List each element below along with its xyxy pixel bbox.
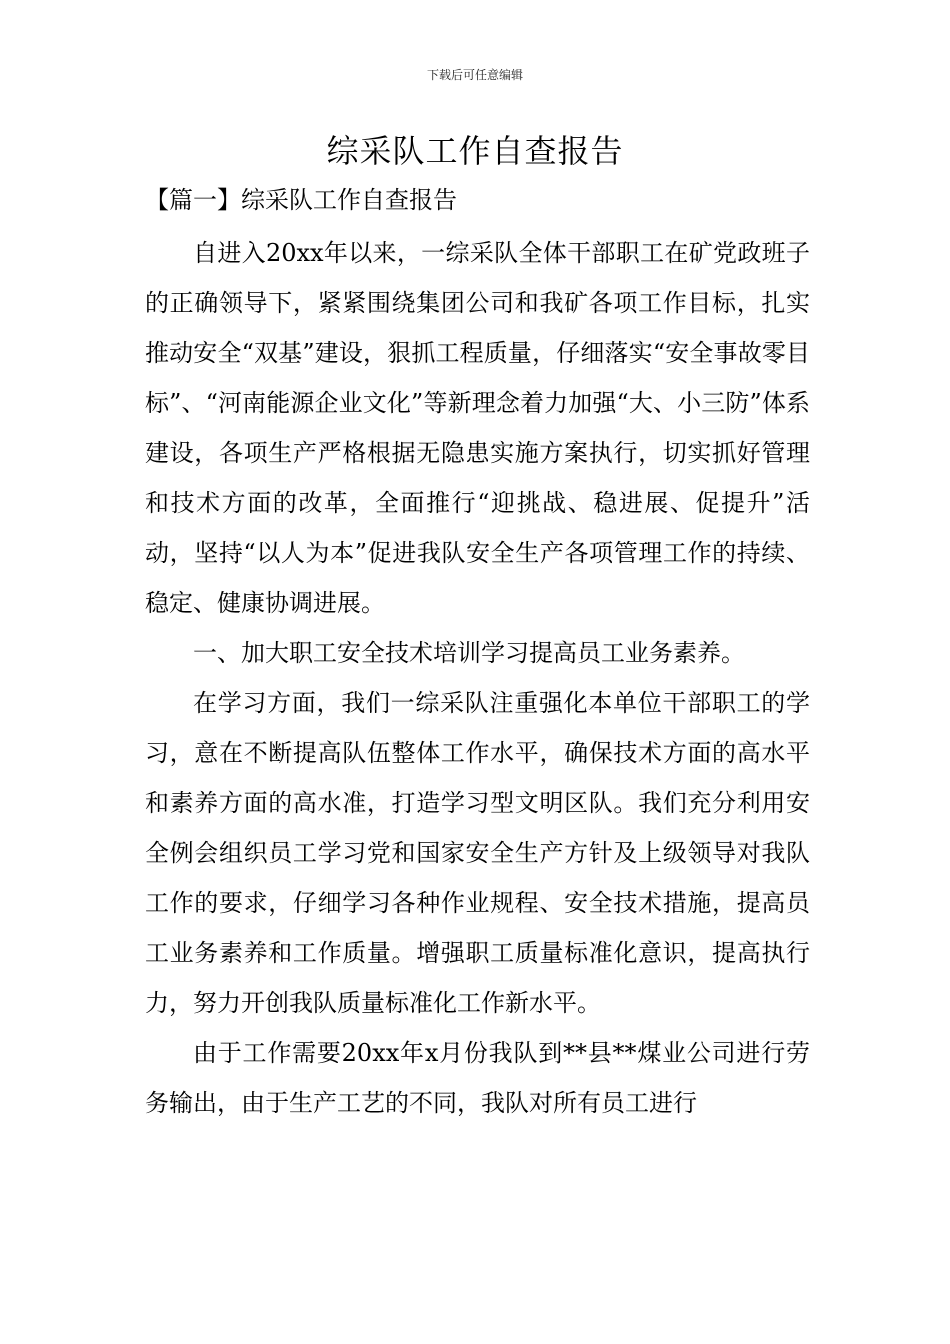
paragraph-labor-output: 由于工作需要20xx年x月份我队到**县**煤业公司进行劳务输出，由于生产工艺的不同，我队对所有员工进行 [145, 1039, 810, 1117]
paragraph-subheading: 一、加大职工安全技术培训学习提高员工业务素养。 [193, 639, 745, 667]
document-body [145, 228, 810, 1128]
document-title: 综采队工作自查报告 [326, 132, 624, 170]
paragraph-intro: 自进入20xx年以来，一综采队全体干部职工在矿党政班子的正确领导下，紧紧围绕集团公司和我矿各项工作目标，扎实推动安全“双基”建设，狠抓工程质量，仔细落实“安全事故零目标”、“河南能源企业文化”等新理念着力加强“大、小三防”体系建设，各项生产严格根据无隐患实施方案执行，切实抓好管理和技术方面的改革，全面推行“迎挑战、稳进展、促提升”活动，坚持“以人为本”促进我队安全生产各项管理工作的持续、稳定、健康协调进展。 [145, 239, 810, 617]
page-header-note: 下载后可任意编辑 [426, 68, 523, 82]
paragraph-study: 在学习方面，我们一综采队注重强化本单位干部职工的学习，意在不断提高队伍整体工作水平，确保技术方面的高水平和素养方面的高水准，打造学习型文明区队。我们充分利用安全例会组织员工学习党和国家安全生产方针及上级领导对我队工作的要求，仔细学习各种作业规程、安全技术措施，提高员工业务素养和工作质量。增强职工质量标准化意识，提高执行力，努力开创我队质量标准化工作新水平。 [145, 689, 810, 1017]
section-heading: 【篇一】综采队工作自查报告 [145, 186, 457, 214]
